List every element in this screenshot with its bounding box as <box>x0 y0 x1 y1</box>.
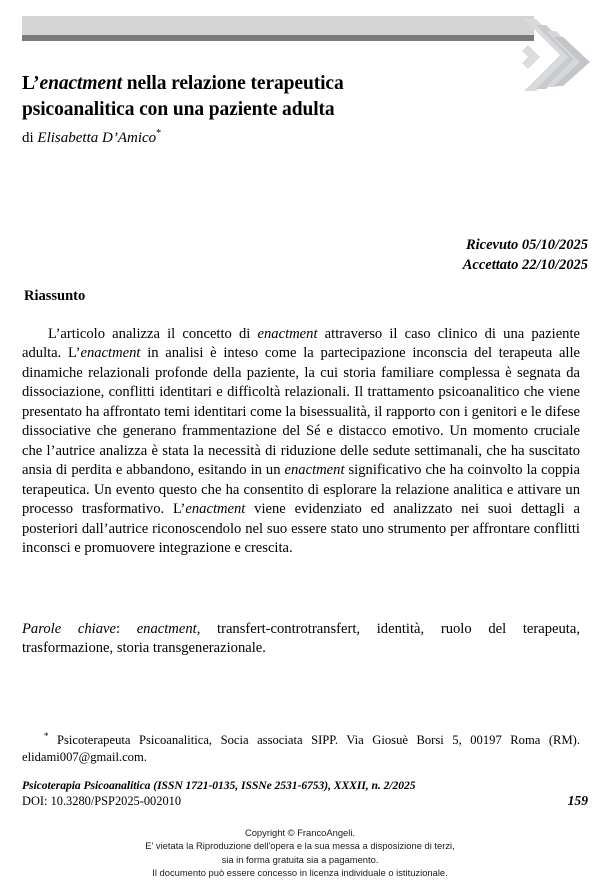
author-footnote-marker: * <box>156 128 162 139</box>
submission-dates <box>463 236 588 275</box>
keywords-separator: : <box>115 621 137 637</box>
page-number: 159 <box>567 793 588 808</box>
copyright-line-1: Copyright © FrancoAngeli. <box>244 827 356 838</box>
copyright-notice <box>0 826 600 879</box>
abstract-italic-term-4: enactment <box>185 501 246 518</box>
title-italic-term: enactment <box>39 73 123 95</box>
copyright-line-3: sia in forma gratuita sia a pagamento. <box>221 853 379 865</box>
title-line-2: psicoanalitica con una paziente adulta <box>22 98 335 120</box>
title-line-1: L’enactment nella relazione terapeutica <box>22 73 344 95</box>
keywords-rest: , transfert-controtransfert, identità, ruolo del terapeuta, trasformazione, storia transgenerazionale. <box>22 621 580 657</box>
triple-chevron-right-icon <box>520 15 600 100</box>
header-band-rule <box>22 35 534 41</box>
header-decoration-band <box>22 16 534 42</box>
author-name: Elisabetta D’Amico <box>37 130 157 146</box>
page-title <box>22 71 462 122</box>
byline <box>22 128 161 147</box>
abstract-body: L’articolo analizza il concetto di enactment attraverso il caso clinico di una paziente adulta. L’enactment in analisi è inteso come la partecipazione inconscia del terapeuta alle dinamiche relazionali profonde della paziente, la cui storia familiare complessa è segnata da dissociazione, conflitti identitari e difficoltà relazionali. Il trattamento psicoanalitico che viene presentato ha affrontato temi identitari come la bisessualità, il rapporto con i genitori e le difese dissociative che generano frammentazione del Sé e distacco emotivo. Un momento cruciale che l’autrice analizza è stata la necessità di riduzione delle sedute settimanali, che ha suscitato ansia di perdita e abbandono, esitando in un enactment significativo che ha coinvolto la coppia terapeutica. Un evento questo che ha consentito di esplorare la relazione analitica e attivare un processo trasformativo. L’enactment viene evidenziato ed analizzato nei suoi dettagli a posteriori dall’autrice riconoscendolo nel suo essere stato uno strumento per affrontare conflitti inconsci e promuovere integrazione e crescita. <box>22 326 581 557</box>
byline-prefix: di <box>22 130 38 146</box>
keywords-line <box>22 620 580 659</box>
keywords-label: Parole chiave <box>22 621 116 637</box>
journal-citation: Psicoterapia Psicoanalitica (ISSN 1721-0135, ISSNe 2531-6753), XXXII, n. 2/2025 <box>22 779 416 792</box>
abstract-italic-term-1: enactment <box>257 326 318 342</box>
copyright-line-4: Il documento può essere concesso in licenza individuale o istituzionale. <box>152 867 448 879</box>
footnote-text: Psicoterapeuta Psicoanalitica, Socia associata SIPP. Via Giosuè Borsi 5, 00197 Roma (RM). elidami007@gmail.com. <box>22 733 580 764</box>
accepted-date: Accettato 22/10/2025 <box>462 256 588 273</box>
header-band-fill <box>22 16 534 35</box>
keyword-italic-first: enactment <box>136 621 197 637</box>
author-footnote <box>22 731 580 765</box>
received-date: Ricevuto 05/10/2025 <box>465 237 588 253</box>
abstract-italic-term-3: enactment <box>284 462 345 479</box>
footnote-marker: * <box>44 731 49 741</box>
copyright-line-2: E' vietata la Riproduzione dell'opera e la sua messa a disposizione di terzi, <box>145 840 455 852</box>
doi-line: DOI: 10.3280/PSP2025-002010 <box>22 794 182 808</box>
abstract-italic-term-2: enactment <box>80 345 141 362</box>
abstract-heading: Riassunto <box>24 288 86 304</box>
